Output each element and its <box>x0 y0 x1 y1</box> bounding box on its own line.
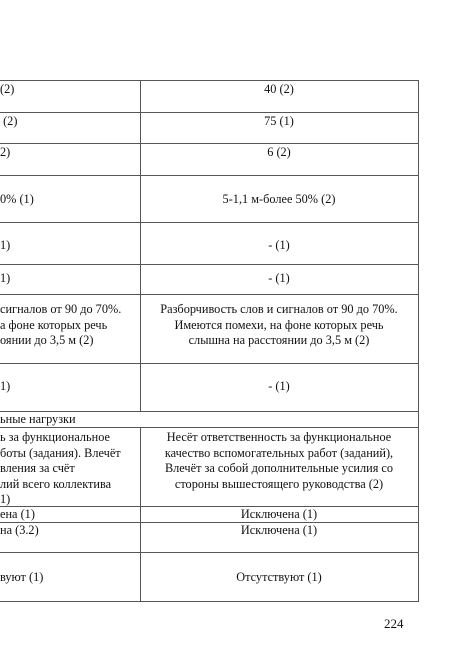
table-top-border <box>0 80 418 81</box>
cell-line: ь за функциональное <box>0 430 110 444</box>
cell-line: 0% (1) <box>0 192 34 206</box>
table-cell-right <box>140 523 418 539</box>
cell-line: а фоне которых речь <box>0 317 108 332</box>
cell-line: вуют (1) <box>0 570 44 584</box>
row-divider <box>0 363 418 364</box>
cell-line: Исключена (1) <box>240 507 318 521</box>
table-cell-right <box>140 82 418 98</box>
cell-line: сигналов от 90 до 70%. <box>0 302 122 316</box>
cell-line: лий всего коллектива <box>0 476 112 491</box>
table-cell-right <box>140 192 418 208</box>
row-divider <box>0 143 418 144</box>
table-cell-right <box>140 379 418 395</box>
row-divider <box>0 112 418 113</box>
table-cell-left <box>0 238 10 254</box>
cell-line: - (1) <box>268 238 290 252</box>
row-divider <box>0 294 418 295</box>
table-cell-left <box>0 82 14 98</box>
cell-line: 1) <box>0 271 11 285</box>
table-cell-left <box>0 570 43 586</box>
table-cell-left <box>0 145 10 161</box>
cell-line: оянии до 3,5 м (2) <box>0 333 94 347</box>
cell-line: Отсутствуют (1) <box>236 570 322 584</box>
cell-line: Несёт ответственность за функциональное <box>166 430 392 444</box>
row-divider <box>0 552 418 553</box>
cell-line: на (3.2) <box>0 523 39 537</box>
row-divider <box>0 175 418 176</box>
row-divider <box>0 222 418 223</box>
table-cell-right <box>140 145 418 161</box>
cell-line: 40 (2) <box>264 82 294 96</box>
page-number: 224 <box>384 616 404 631</box>
cell-line: Влечёт за собой дополнительные усилия со <box>164 461 394 475</box>
table-cell-left <box>0 271 10 287</box>
cell-line: 75 (1) <box>264 114 294 128</box>
cell-line: Разборчивость слов и сигналов от 90 до 70%. <box>160 302 398 316</box>
cell-line: слышна на расстоянии до 3,5 м (2) <box>188 333 370 347</box>
cell-line: - (1) <box>268 271 290 285</box>
table-cell-left <box>0 379 10 395</box>
cell-line: качество вспомогательных работ (заданий), <box>164 445 394 460</box>
cell-line: (2) <box>0 82 15 96</box>
table-right-border <box>418 80 419 602</box>
table-cell-right <box>140 271 418 287</box>
cell-line: (2) <box>0 114 18 128</box>
table-cell-right <box>140 114 418 130</box>
table-cell-right <box>140 430 418 492</box>
cell-line: ена (1) <box>0 507 35 521</box>
cell-line: 6 (2) <box>267 145 291 159</box>
section-heading <box>0 412 76 428</box>
cell-line: 1) <box>0 238 11 252</box>
table-cell-right <box>140 507 418 523</box>
cell-line: 1) <box>0 379 11 393</box>
table-cell-left <box>0 507 35 523</box>
table-cell-left <box>0 523 39 539</box>
cell-line: 2) <box>0 145 11 159</box>
table-cell-right <box>140 238 418 254</box>
cell-line: Имеются помехи, на фоне которых речь <box>174 317 384 332</box>
table-cell-left <box>0 192 34 208</box>
cell-line: боты (задания). Влечёт <box>0 445 121 460</box>
table-cell-left <box>0 302 121 349</box>
table-cell-left <box>0 430 121 508</box>
cell-line: 5-1,1 м-более 50% (2) <box>222 192 336 206</box>
cell-line: вления за счёт <box>0 461 75 475</box>
table-cell-right <box>140 570 418 586</box>
table-cell-left <box>0 114 17 130</box>
cell-line: 1) <box>0 492 11 506</box>
row-divider <box>0 264 418 265</box>
table-bottom-border <box>0 601 418 602</box>
cell-line: стороны вышестоящего руководства (2) <box>174 476 384 491</box>
cell-line: Исключена (1) <box>240 523 318 537</box>
section-heading-text: ьные нагрузки <box>0 412 76 426</box>
table-cell-right <box>140 302 418 349</box>
cell-line: - (1) <box>268 379 290 393</box>
